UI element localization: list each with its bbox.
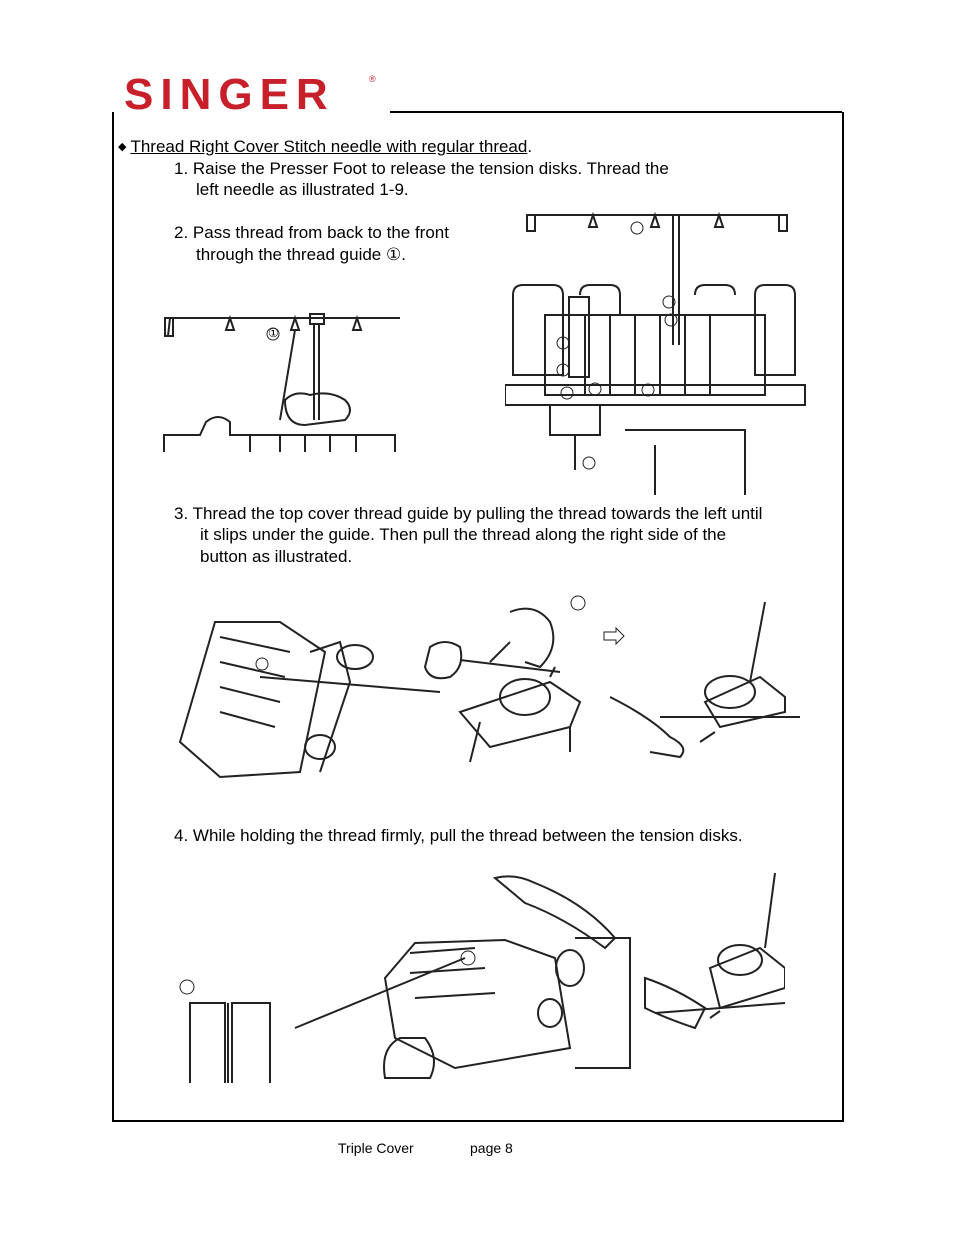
cover-thread-guide-illustration: [160, 582, 800, 790]
step-2-line-1: 2. Pass thread from back to the front: [174, 223, 449, 242]
step-3-line-3: button as illustrated.: [200, 547, 353, 566]
logo-text: SINGER: [124, 70, 335, 119]
footer-title: Triple Cover: [338, 1140, 414, 1156]
bullet-icon: ◆: [118, 141, 127, 153]
tension-disks-illustration: [175, 868, 785, 1086]
step-1-line-2: left needle as illustrated 1-9.: [196, 180, 409, 199]
heading-period: .: [527, 137, 533, 156]
step-3-line-1: 3. Thread the top cover thread guide by pulling the thread towards the left until: [174, 504, 763, 523]
fig-a-label-1: ①: [268, 326, 279, 340]
step-1-line-1: 1. Raise the Presser Foot to release the tension disks. Thread the: [174, 159, 669, 178]
thread-stand-illustration: [160, 310, 400, 452]
heading-text: Thread Right Cover Stitch needle with regular thread: [130, 137, 528, 156]
step-3-line-2: it slips under the guide. Then pull the thread along the right side of the: [200, 525, 727, 544]
section-heading: [118, 136, 532, 161]
machine-threading-illustration: [505, 205, 810, 495]
step-4-line-1: 4. While holding the thread firmly, pull the thread between the tension disks.: [174, 826, 743, 845]
step-2-line-2: through the thread guide ①.: [196, 245, 406, 264]
footer-page-number: page 8: [470, 1140, 513, 1156]
registered-mark: ®: [369, 74, 376, 84]
